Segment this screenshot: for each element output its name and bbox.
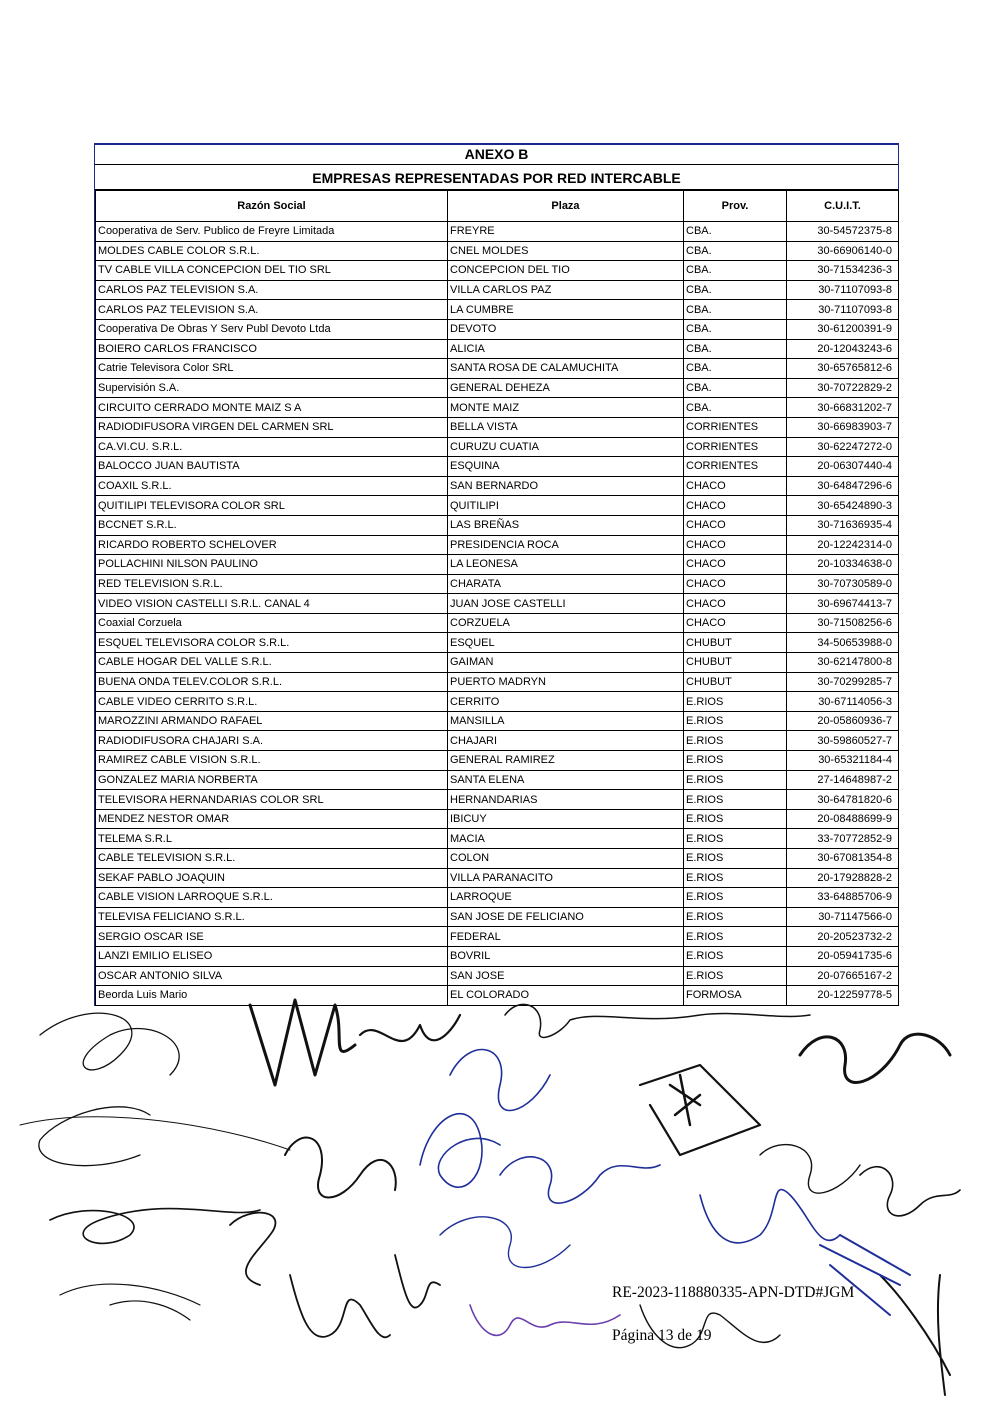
cell-prov: CHUBUT	[684, 672, 787, 692]
cell-plaza: GENERAL RAMIREZ	[448, 751, 684, 771]
cell-cuit: 30-70730589-0	[787, 574, 899, 594]
cell-razon-social: RAMIREZ CABLE VISION S.R.L.	[96, 751, 448, 771]
cell-cuit: 20-12043243-6	[787, 339, 899, 359]
page-number: Página 13 de 19	[612, 1327, 712, 1344]
cell-razon-social: VIDEO VISION CASTELLI S.R.L. CANAL 4	[96, 594, 448, 614]
table-header-row	[96, 191, 899, 222]
cell-cuit: 30-71107093-8	[787, 280, 899, 300]
table-row	[96, 594, 899, 614]
cell-razon-social: GONZALEZ MARIA NORBERTA	[96, 770, 448, 790]
cell-razon-social: RED TELEVISION S.R.L.	[96, 574, 448, 594]
signature-stroke	[230, 1213, 275, 1285]
cell-cuit: 20-05941735-6	[787, 946, 899, 966]
cell-prov: CHACO	[684, 613, 787, 633]
table-row	[96, 986, 899, 1006]
table-row	[96, 222, 899, 242]
cell-cuit: 34-50653988-0	[787, 633, 899, 653]
table-row	[96, 770, 899, 790]
cell-cuit: 30-65321184-4	[787, 751, 899, 771]
table-row	[96, 515, 899, 535]
cell-razon-social: TELEVISORA HERNANDARIAS COLOR SRL	[96, 790, 448, 810]
cell-plaza: GENERAL DEHEZA	[448, 378, 684, 398]
header-cuit: C.U.I.T.	[787, 191, 899, 222]
cell-razon-social: CARLOS PAZ TELEVISION S.A.	[96, 300, 448, 320]
cell-prov: CHACO	[684, 496, 787, 516]
cell-cuit: 20-12242314-0	[787, 535, 899, 555]
cell-prov: CHACO	[684, 574, 787, 594]
cell-plaza: SAN JOSE	[448, 966, 684, 986]
cell-razon-social: COAXIL S.R.L.	[96, 476, 448, 496]
cell-cuit: 30-65765812-6	[787, 359, 899, 379]
cell-razon-social: MENDEZ NESTOR OMAR	[96, 809, 448, 829]
cell-prov: CBA.	[684, 359, 787, 379]
table-row	[96, 888, 899, 908]
cell-prov: CORRIENTES	[684, 457, 787, 477]
cell-prov: CORRIENTES	[684, 437, 787, 457]
cell-cuit: 30-67114056-3	[787, 692, 899, 712]
cell-razon-social: TELEMA S.R.L	[96, 829, 448, 849]
header-prov: Prov.	[684, 191, 787, 222]
table-row	[96, 398, 899, 418]
signature-stroke	[505, 1004, 810, 1037]
cell-prov: CBA.	[684, 398, 787, 418]
cell-razon-social: Beorda Luis Mario	[96, 986, 448, 1006]
cell-plaza: PUERTO MADRYN	[448, 672, 684, 692]
cell-cuit: 30-64781820-6	[787, 790, 899, 810]
cell-cuit: 30-59860527-7	[787, 731, 899, 751]
signature-stroke	[640, 1065, 760, 1155]
signature-stroke	[40, 1013, 179, 1075]
table-row	[96, 319, 899, 339]
table-row	[96, 653, 899, 673]
header-plaza: Plaza	[448, 191, 684, 222]
cell-cuit: 30-66983903-7	[787, 417, 899, 437]
cell-cuit: 30-65424890-3	[787, 496, 899, 516]
cell-razon-social: OSCAR ANTONIO SILVA	[96, 966, 448, 986]
cell-razon-social: RADIODIFUSORA CHAJARI S.A.	[96, 731, 448, 751]
cell-razon-social: Supervisión S.A.	[96, 378, 448, 398]
cell-plaza: CORZUELA	[448, 613, 684, 633]
cell-plaza: CERRITO	[448, 692, 684, 712]
cell-plaza: MANSILLA	[448, 711, 684, 731]
cell-plaza: MACIA	[448, 829, 684, 849]
cell-plaza: PRESIDENCIA ROCA	[448, 535, 684, 555]
document-reference: RE-2023-118880335-APN-DTD#JGM	[612, 1284, 855, 1301]
table-row	[96, 555, 899, 575]
cell-prov: E.RIOS	[684, 770, 787, 790]
cell-plaza: CONCEPCION DEL TIO	[448, 261, 684, 281]
cell-cuit: 30-62247272-0	[787, 437, 899, 457]
signature-stroke	[290, 1275, 390, 1337]
table-row	[96, 300, 899, 320]
cell-cuit: 20-20523732-2	[787, 927, 899, 947]
cell-razon-social: CARLOS PAZ TELEVISION S.A.	[96, 280, 448, 300]
signature-stroke	[440, 1217, 570, 1268]
cell-cuit: 30-67081354-8	[787, 849, 899, 869]
signature-stroke	[285, 1138, 396, 1198]
cell-plaza: QUITILIPI	[448, 496, 684, 516]
cell-cuit: 20-06307440-4	[787, 457, 899, 477]
table-row	[96, 359, 899, 379]
cell-prov: CHACO	[684, 535, 787, 555]
table-row	[96, 261, 899, 281]
cell-prov: E.RIOS	[684, 966, 787, 986]
table-row	[96, 437, 899, 457]
cell-plaza: LA CUMBRE	[448, 300, 684, 320]
table-row	[96, 829, 899, 849]
table-row	[96, 692, 899, 712]
cell-razon-social: MOLDES CABLE COLOR S.R.L.	[96, 241, 448, 261]
cell-prov: FORMOSA	[684, 986, 787, 1006]
signature-stroke	[860, 1167, 960, 1216]
cell-prov: CHUBUT	[684, 633, 787, 653]
table-row	[96, 613, 899, 633]
cell-plaza: LAS BREÑAS	[448, 515, 684, 535]
signature-stroke	[500, 1157, 660, 1203]
cell-plaza: BELLA VISTA	[448, 417, 684, 437]
signature-stroke	[800, 1034, 950, 1082]
cell-prov: CBA.	[684, 241, 787, 261]
cell-razon-social: BALOCCO JUAN BAUTISTA	[96, 457, 448, 477]
cell-prov: E.RIOS	[684, 849, 787, 869]
signature-stroke	[360, 1015, 460, 1041]
cell-cuit: 30-70299285-7	[787, 672, 899, 692]
cell-plaza: VILLA CARLOS PAZ	[448, 280, 684, 300]
cell-prov: CHACO	[684, 594, 787, 614]
cell-cuit: 30-66906140-0	[787, 241, 899, 261]
cell-prov: E.RIOS	[684, 927, 787, 947]
cell-prov: E.RIOS	[684, 731, 787, 751]
cell-razon-social: CABLE TELEVISION S.R.L.	[96, 849, 448, 869]
table-row	[96, 633, 899, 653]
cell-plaza: IBICUY	[448, 809, 684, 829]
cell-cuit: 20-12259778-5	[787, 986, 899, 1006]
cell-prov: E.RIOS	[684, 751, 787, 771]
cell-razon-social: BOIERO CARLOS FRANCISCO	[96, 339, 448, 359]
table-row	[96, 476, 899, 496]
cell-plaza: CNEL MOLDES	[448, 241, 684, 261]
signature-stroke	[470, 1305, 620, 1335]
cell-cuit: 27-14648987-2	[787, 770, 899, 790]
cell-razon-social: SEKAF PABLO JOAQUIN	[96, 868, 448, 888]
signature-stroke	[39, 1107, 150, 1166]
cell-cuit: 33-64885706-9	[787, 888, 899, 908]
cell-plaza: ESQUINA	[448, 457, 684, 477]
table-row	[96, 927, 899, 947]
cell-plaza: CURUZU CUATIA	[448, 437, 684, 457]
cell-prov: E.RIOS	[684, 946, 787, 966]
cell-plaza: GAIMAN	[448, 653, 684, 673]
cell-razon-social: ESQUEL TELEVISORA COLOR S.R.L.	[96, 633, 448, 653]
table-row	[96, 496, 899, 516]
cell-cuit: 30-69674413-7	[787, 594, 899, 614]
table-row	[96, 809, 899, 829]
cell-plaza: EL COLORADO	[448, 986, 684, 1006]
table-row	[96, 241, 899, 261]
cell-razon-social: BCCNET S.R.L.	[96, 515, 448, 535]
cell-razon-social: Cooperativa De Obras Y Serv Publ Devoto Ltda	[96, 319, 448, 339]
cell-cuit: 30-62147800-8	[787, 653, 899, 673]
table-row	[96, 966, 899, 986]
signature-stroke	[420, 1114, 500, 1187]
cell-prov: CBA.	[684, 222, 787, 242]
signature-stroke	[20, 1117, 290, 1150]
cell-razon-social: Coaxial Corzuela	[96, 613, 448, 633]
cell-plaza: FREYRE	[448, 222, 684, 242]
cell-cuit: 33-70772852-9	[787, 829, 899, 849]
cell-razon-social: LANZI EMILIO ELISEO	[96, 946, 448, 966]
cell-prov: CORRIENTES	[684, 417, 787, 437]
cell-cuit: 20-10334638-0	[787, 555, 899, 575]
signature-stroke	[50, 1208, 260, 1243]
table-row	[96, 731, 899, 751]
table-row	[96, 378, 899, 398]
cell-prov: E.RIOS	[684, 829, 787, 849]
signature-stroke	[760, 1145, 860, 1194]
cell-prov: CBA.	[684, 378, 787, 398]
cell-razon-social: CABLE VIDEO CERRITO S.R.L.	[96, 692, 448, 712]
cell-plaza: LA LEONESA	[448, 555, 684, 575]
signature-stroke	[450, 1050, 550, 1111]
cell-prov: E.RIOS	[684, 692, 787, 712]
table-row	[96, 849, 899, 869]
header-razon-social: Razón Social	[96, 191, 448, 222]
cell-cuit: 30-61200391-9	[787, 319, 899, 339]
cell-plaza: MONTE MAIZ	[448, 398, 684, 418]
cell-cuit: 30-71508256-6	[787, 613, 899, 633]
cell-cuit: 30-54572375-8	[787, 222, 899, 242]
cell-prov: CHACO	[684, 515, 787, 535]
cell-razon-social: RADIODIFUSORA VIRGEN DEL CARMEN SRL	[96, 417, 448, 437]
table-body	[96, 222, 899, 1006]
table-row	[96, 790, 899, 810]
cell-cuit: 20-05860936-7	[787, 711, 899, 731]
cell-prov: CBA.	[684, 319, 787, 339]
cell-razon-social: RICARDO ROBERTO SCHELOVER	[96, 535, 448, 555]
signature-stroke	[820, 1235, 910, 1315]
table-row	[96, 457, 899, 477]
cell-prov: CBA.	[684, 280, 787, 300]
cell-prov: E.RIOS	[684, 711, 787, 731]
signature-stroke	[395, 1255, 440, 1308]
cell-plaza: VILLA PARANACITO	[448, 868, 684, 888]
cell-prov: CBA.	[684, 261, 787, 281]
cell-razon-social: CIRCUITO CERRADO MONTE MAIZ S A	[96, 398, 448, 418]
cell-cuit: 30-71147566-0	[787, 907, 899, 927]
cell-razon-social: CABLE VISION LARROQUE S.R.L.	[96, 888, 448, 908]
table-row	[96, 574, 899, 594]
cell-plaza: JUAN JOSE CASTELLI	[448, 594, 684, 614]
cell-razon-social: Catrie Televisora Color SRL	[96, 359, 448, 379]
cell-razon-social: SERGIO OSCAR ISE	[96, 927, 448, 947]
cell-razon-social: TV CABLE VILLA CONCEPCION DEL TIO SRL	[96, 261, 448, 281]
signature-stroke	[880, 1275, 950, 1395]
cell-cuit: 20-08488699-9	[787, 809, 899, 829]
signature-stroke	[250, 1000, 355, 1085]
cell-razon-social: TELEVISA FELICIANO S.R.L.	[96, 907, 448, 927]
cell-prov: E.RIOS	[684, 907, 787, 927]
cell-prov: CBA.	[684, 300, 787, 320]
table-row	[96, 339, 899, 359]
table-row	[96, 751, 899, 771]
table-row	[96, 907, 899, 927]
cell-cuit: 30-66831202-7	[787, 398, 899, 418]
cell-razon-social: BUENA ONDA TELEV.COLOR S.R.L.	[96, 672, 448, 692]
table-row	[96, 868, 899, 888]
signatures-area	[0, 975, 992, 1403]
cell-razon-social: Cooperativa de Serv. Publico de Freyre Limitada	[96, 222, 448, 242]
cell-plaza: FEDERAL	[448, 927, 684, 947]
cell-prov: E.RIOS	[684, 790, 787, 810]
cell-razon-social: MAROZZINI ARMANDO RAFAEL	[96, 711, 448, 731]
table-row	[96, 280, 899, 300]
table-row	[96, 711, 899, 731]
cell-cuit: 30-71107093-8	[787, 300, 899, 320]
cell-cuit: 30-70722829-2	[787, 378, 899, 398]
cell-cuit: 20-17928828-2	[787, 868, 899, 888]
cell-plaza: BOVRIL	[448, 946, 684, 966]
cell-prov: CBA.	[684, 339, 787, 359]
cell-plaza: SANTA ELENA	[448, 770, 684, 790]
cell-plaza: CHAJARI	[448, 731, 684, 751]
cell-prov: E.RIOS	[684, 888, 787, 908]
cell-razon-social: CA.VI.CU. S.R.L.	[96, 437, 448, 457]
table-row	[96, 417, 899, 437]
cell-prov: E.RIOS	[684, 868, 787, 888]
cell-cuit: 30-71534236-3	[787, 261, 899, 281]
signature-stroke	[60, 1284, 200, 1320]
annex-table-container	[94, 143, 899, 1006]
cell-razon-social: POLLACHINI NILSON PAULINO	[96, 555, 448, 575]
signature-stroke	[670, 1075, 700, 1125]
annex-subtitle: EMPRESAS REPRESENTADAS POR RED INTERCABLE	[95, 165, 898, 190]
companies-table	[95, 190, 899, 1006]
cell-cuit: 30-71636935-4	[787, 515, 899, 535]
annex-title: ANEXO B	[95, 145, 898, 165]
table-row	[96, 946, 899, 966]
cell-prov: CHUBUT	[684, 653, 787, 673]
table-row	[96, 535, 899, 555]
cell-plaza: SAN JOSE DE FELICIANO	[448, 907, 684, 927]
signature-stroke	[700, 1190, 840, 1243]
cell-cuit: 30-64847296-6	[787, 476, 899, 496]
table-row	[96, 672, 899, 692]
cell-razon-social: CABLE HOGAR DEL VALLE S.R.L.	[96, 653, 448, 673]
cell-plaza: DEVOTO	[448, 319, 684, 339]
cell-plaza: SANTA ROSA DE CALAMUCHITA	[448, 359, 684, 379]
cell-plaza: LARROQUE	[448, 888, 684, 908]
cell-plaza: HERNANDARIAS	[448, 790, 684, 810]
cell-prov: CHACO	[684, 555, 787, 575]
cell-plaza: CHARATA	[448, 574, 684, 594]
cell-plaza: ALICIA	[448, 339, 684, 359]
cell-plaza: SAN BERNARDO	[448, 476, 684, 496]
cell-prov: CHACO	[684, 476, 787, 496]
cell-razon-social: QUITILIPI TELEVISORA COLOR SRL	[96, 496, 448, 516]
cell-cuit: 20-07665167-2	[787, 966, 899, 986]
cell-prov: E.RIOS	[684, 809, 787, 829]
cell-plaza: ESQUEL	[448, 633, 684, 653]
cell-plaza: COLON	[448, 849, 684, 869]
